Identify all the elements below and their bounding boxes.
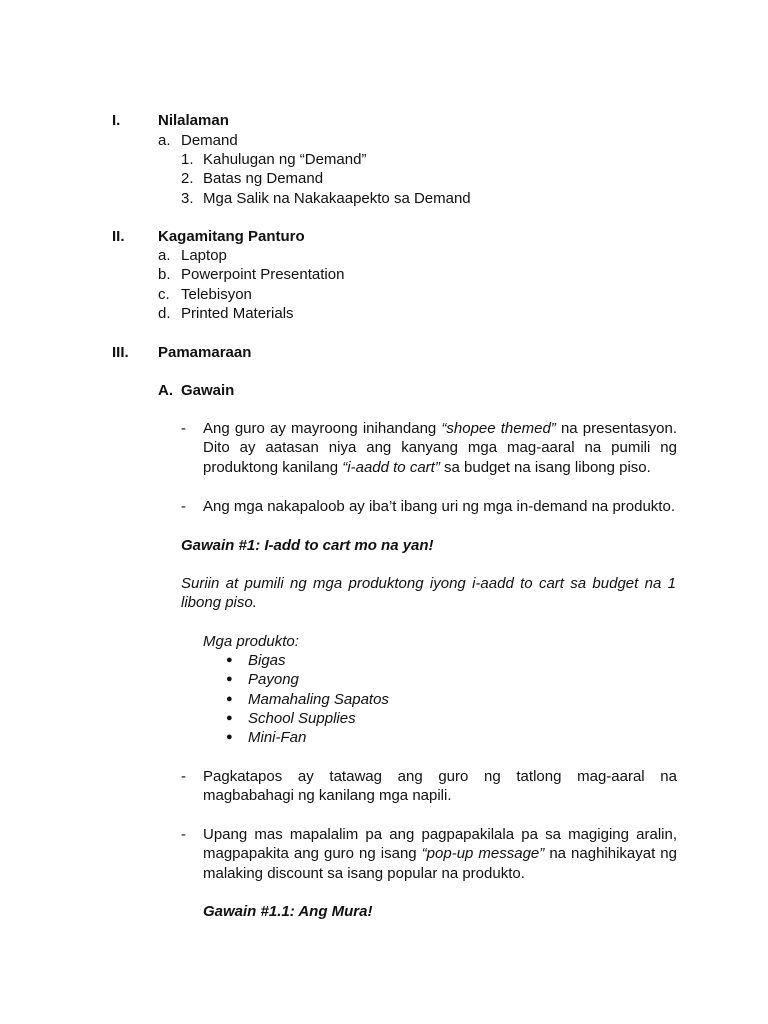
product-item: Mini-Fan	[248, 729, 307, 746]
section-2-numeral: II.	[112, 228, 125, 245]
paragraph-shopee-presentation: Ang guro ay mayroong inihandang “shopee themed” na presentasyon. Dito ay aatasan niya ang kanyang mga mag-aaral na pumili ng produktong kanilang “i-aadd to cart” sa budget na isang libong piso.	[203, 420, 678, 476]
dash-marker: -	[181, 420, 186, 437]
bullet-icon: ●	[226, 693, 233, 705]
bullet-icon: ●	[226, 731, 233, 743]
subsection-marker: A.	[158, 382, 173, 399]
bullet-icon: ●	[226, 673, 233, 685]
section-1-title: Nilalaman	[158, 112, 229, 129]
list-item-number: 1.	[181, 151, 194, 168]
bullet-icon: ●	[226, 712, 233, 724]
list-item: Kahulugan ng “Demand”	[203, 151, 367, 168]
list-item-number: 3.	[181, 190, 194, 207]
dash-marker: -	[181, 498, 186, 515]
product-item: School Supplies	[248, 710, 356, 727]
section-1-numeral: I.	[112, 112, 121, 129]
list-item: Printed Materials	[181, 305, 294, 322]
activity-1-instruction: Suriin at pumili ng mga produktong iyong i-aadd to cart sa budget na 1 libong piso.	[181, 575, 676, 612]
dash-marker: -	[181, 768, 186, 785]
product-item: Payong	[248, 671, 299, 688]
list-item: Telebisyon	[181, 286, 252, 303]
paragraph-students-share: Pagkatapos ay tatawag ang guro ng tatlong mag-aaral na magbabahagi ng kanilang mga napili.	[203, 768, 677, 805]
section-1-a-marker: a.	[158, 132, 171, 149]
list-item: Mga Salik na Nakakaapekto sa Demand	[203, 190, 471, 207]
bullet-icon: ●	[226, 654, 233, 666]
section-3-numeral: III.	[112, 344, 129, 361]
activity-1-title: Gawain #1: I-add to cart mo na yan!	[181, 537, 434, 554]
products-label: Mga produkto:	[203, 633, 299, 650]
product-item: Bigas	[248, 652, 286, 669]
subsection-title: Gawain	[181, 382, 235, 399]
list-item: Laptop	[181, 247, 227, 264]
dash-marker: -	[181, 826, 186, 843]
list-item: Batas ng Demand	[203, 170, 324, 187]
section-1-a-label: Demand	[181, 132, 238, 149]
list-item-marker: b.	[158, 266, 171, 283]
list-item-marker: d.	[158, 305, 171, 322]
list-item-marker: a.	[158, 247, 171, 264]
list-item: Powerpoint Presentation	[181, 266, 345, 283]
product-item: Mamahaling Sapatos	[248, 691, 389, 708]
activity-1-1-title: Gawain #1.1: Ang Mura!	[203, 903, 373, 920]
section-2-title: Kagamitang Panturo	[158, 228, 305, 245]
paragraph-pop-up-message: Upang mas mapalalim pa ang pagpapakilala pa sa magiging aralin, magpapakita ang guro ng isang “pop-up message” na naghihikayat ng malaking discount sa isang popular na produkto.	[203, 826, 677, 882]
section-3-title: Pamamaraan	[158, 344, 252, 361]
list-item-marker: c.	[158, 286, 170, 303]
paragraph-in-demand-products: Ang mga nakapaloob ay iba’t ibang uri ng mga in-demand na produkto.	[203, 498, 675, 515]
list-item-number: 2.	[181, 170, 194, 187]
